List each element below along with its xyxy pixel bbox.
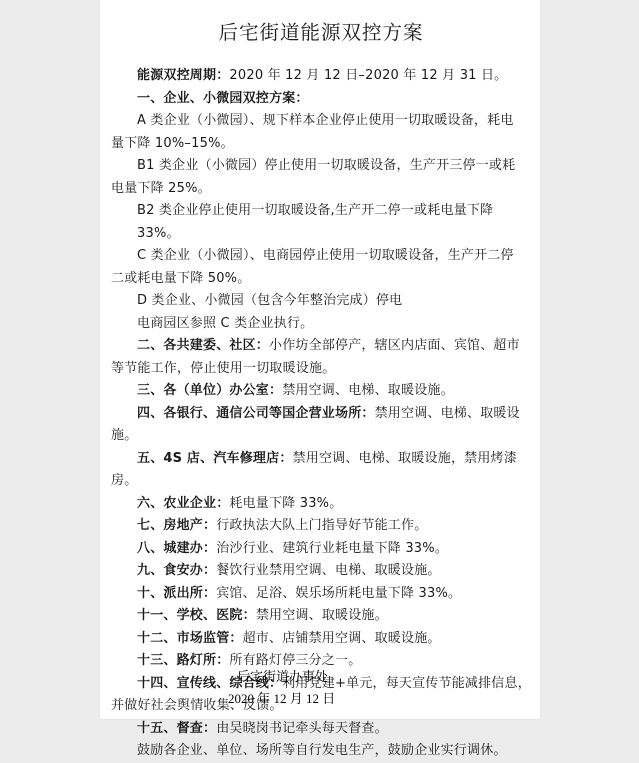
- section-4: [111, 403, 531, 426]
- section-8: [111, 538, 531, 561]
- class-d-line: D 类企业、小微园（包含今年整治完成）停电: [137, 293, 403, 308]
- section-10-heading: 十、派出所：: [137, 585, 217, 601]
- document-title: 后宅街道能源双控方案: [218, 21, 424, 44]
- signature-office: 后宅街道办事处: [237, 669, 329, 684]
- section-12: [111, 628, 531, 651]
- section-6-text: 耗电量下降 33%。: [229, 495, 343, 511]
- closing-line: 鼓励各企业、单位、场所等自行发电生产，鼓励企业实行调休。: [137, 743, 507, 758]
- section-14-heading: 十四、宣传线、综合线：: [137, 675, 283, 691]
- section-12-heading: 十二、市场监管：: [137, 630, 243, 646]
- section-10: [111, 583, 531, 606]
- section-9-text: 餐饮行业禁用空调、电梯、取暖设施。: [216, 563, 441, 578]
- section-3-heading: 三、各（单位）办公室：: [137, 383, 283, 398]
- section-2-heading: 二、各共建委、社区：: [137, 338, 270, 353]
- section-11: [111, 605, 531, 628]
- document-body: [111, 18, 531, 763]
- section-15-heading: 十五、督查：: [137, 720, 217, 736]
- section-2-text-1: 小作坊全部停产，辖区内店面、宾馆、超市: [269, 338, 520, 353]
- section-3: [111, 380, 531, 403]
- section-12-text: 超市、店铺禁用空调、取暖设施。: [242, 630, 441, 646]
- section-15: [111, 718, 531, 741]
- section-5-text-2: 房。: [111, 473, 138, 488]
- section-1-heading: 一、企业、小微园双控方案：: [137, 90, 309, 106]
- section-13-text: 所有路灯停三分之一。: [229, 653, 362, 668]
- class-a-line-2: 量下降 10%–15%。: [111, 135, 234, 151]
- section-7: [111, 515, 531, 538]
- section-14-text-1: 利用党建+单元，每天宣传节能减排信息，: [282, 675, 531, 691]
- section-7-heading: 七、房地产：: [137, 518, 217, 533]
- period-line: [111, 65, 531, 88]
- section-10-text: 宾馆、足浴、娱乐场所耗电量下降 33%。: [216, 585, 462, 601]
- section-14-text-2: 并做好社会舆情收集、反馈。: [111, 698, 283, 713]
- section-15-text: 由吴晓岗书记牵头每天督查。: [216, 720, 388, 736]
- section-3-text: 禁用空调、电梯、取暖设施。: [282, 383, 454, 398]
- section-4-text-2: 施。: [111, 428, 138, 443]
- signature-date: 2020 年 12 月 12 日: [228, 691, 336, 706]
- section-11-heading: 十一、学校、医院：: [137, 608, 256, 623]
- section-8-text: 治沙行业、建筑行业耗电量下降 33%。: [216, 540, 449, 556]
- section-9-heading: 九、食安办：: [137, 563, 217, 578]
- class-c-line-2: 二或耗电量下降 50%。: [111, 270, 251, 286]
- section-6-heading: 六、农业企业：: [137, 495, 230, 511]
- section-5-text-1: 禁用空调、电梯、取暖设施，禁用烤漆: [292, 450, 517, 466]
- section-5: [111, 448, 531, 471]
- class-b2-line: B2 类企业停止使用一切取暖设备,生产开二停一或耗电量下降 33%。: [137, 203, 498, 241]
- section-2: [111, 335, 531, 358]
- section-11-text: 禁用空调、取暖设施。: [255, 608, 388, 623]
- period-label: 能源双控周期：: [137, 68, 230, 83]
- section-8-heading: 八、城建办：: [137, 540, 217, 556]
- ecommerce-park-line: 电商园区参照 C 类企业执行。: [137, 315, 314, 331]
- class-b1-line-2: 电量下降 25%。: [111, 180, 211, 196]
- section-6: [111, 493, 531, 516]
- section-9: [111, 560, 531, 583]
- section-7-text: 行政执法大队上门指导好节能工作。: [216, 518, 428, 533]
- class-c-line-1: C 类企业（小微园）、电商园停止使用一切取暖设备，生产开二停: [137, 248, 514, 263]
- section-5-heading: 五、4S 店、汽车修理店：: [137, 450, 293, 466]
- class-a-line-1: A 类企业（小微园）、规下样本企业停止使用一切取暖设备，耗电: [137, 113, 514, 128]
- section-2-text-2: 等节能工作，停止使用一切取暖设施。: [111, 360, 336, 376]
- class-b1-line-1: B1 类企业（小微园）停止使用一切取暖设备，生产开三停一或耗: [137, 158, 516, 173]
- period-value: 2020 年 12 月 12 日–2020 年 12 月 31 日。: [229, 68, 508, 83]
- section-4-text-1: 禁用空调、电梯、取暖设: [374, 405, 520, 421]
- section-4-heading: 四、各银行、通信公司等国企营业场所：: [137, 405, 375, 421]
- section-13-heading: 十三、路灯所：: [137, 653, 230, 668]
